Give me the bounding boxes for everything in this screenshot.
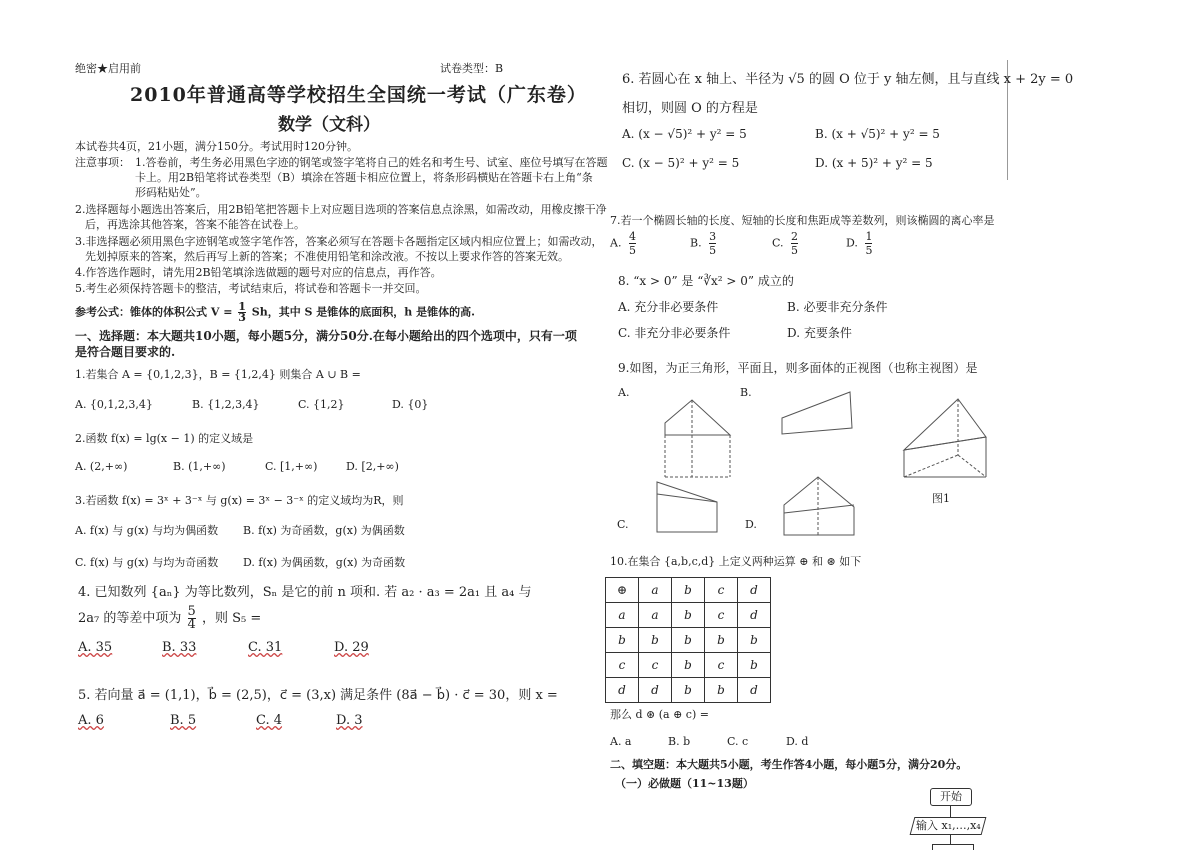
table-cell: b [672,653,705,678]
table-cell: b [606,628,639,653]
q7-a-den: 5 [628,244,636,257]
q4-frac-den: 4 [187,617,196,632]
flow-arrow-2 [950,834,951,844]
table-cell: b [672,678,705,703]
q4-stem-1: 4. 已知数列 {aₙ} 为等比数列，Sₙ 是它的前 n 项和. 若 a₂ · a₃ = 2a₁ 且 a₄ 与 [78,585,532,600]
q1-stem: 1.若集合 A = {0,1,2,3}，B = {1,2,4} 则集合 A ∪ B = [75,368,361,381]
intro-line: 本试卷共4页，21小题，满分150分。考试用时120分钟。 [75,140,358,153]
table-cell: d [606,678,639,703]
flow-input [910,817,987,835]
q1-option-c: C. {1,2} [298,398,345,411]
q10-option-b: B. b [668,735,691,748]
flow-arrow [950,805,951,817]
q10-option-d: D. d [786,735,809,748]
table-cell: b [672,578,705,603]
q9-view-d [782,475,862,540]
page-title: 2010年普通高等学校招生全国统一考试（广东卷） [130,84,587,106]
formula-ref [75,302,475,323]
flow-next-box [932,844,974,850]
q5-option-b: B. 5 [170,713,197,728]
q6-option-c: C. (x − 5)² + y² = 5 [622,156,740,170]
table-cell: b [705,628,738,653]
q8-option-d: D. 充要条件 [787,326,852,340]
q5-option-c: C. 4 [256,713,283,728]
notice-label: 注意事项： [75,156,130,169]
table-cell: d [738,603,771,628]
table-cell: b [738,653,771,678]
table-cell: b [639,628,672,653]
q5-option-a: A. 6 [78,713,104,728]
secret-label: 绝密★启用前 [75,62,141,75]
q4-option-c: C. 31 [248,640,283,655]
notice-3b: 先划掉原来的答案，然后再写上新的答案；不准使用铅笔和涂改液。不按以上要求作答的答案无效。 [85,250,569,263]
q9-option-b-label: B. [740,386,752,399]
table-cell: d [738,678,771,703]
q2-option-b: B. (1,+∞) [173,460,226,473]
q10-option-a: A. a [610,735,632,748]
formula-numerator: 1 [238,300,246,313]
table-cell: a [639,603,672,628]
q3-option-b: B. f(x) 为奇函数，g(x) 为偶函数 [243,524,405,537]
q9-stem: 9.如图，为正三角形，平面且，则多面体的正视图（也称主视图）是 [618,361,978,375]
q8-option-a: A. 充分非必要条件 [618,300,719,314]
table-row [606,603,771,628]
q9-view-b [780,390,860,445]
q10-stem: 10.在集合 {a,b,c,d} 上定义两种运算 ⊕ 和 ⊛ 如下 [610,555,862,568]
table-cell: c [639,653,672,678]
q7-c-num: 2 [791,230,799,243]
q6-option-b: B. (x + √5)² + y² = 5 [815,127,940,141]
q2-stem: 2.函数 f(x) = lg(x − 1) 的定义域是 [75,432,254,445]
table-cell: b [738,628,771,653]
table-cell: d [639,678,672,703]
q4-option-d: D. 29 [334,640,369,655]
q7-option-a [610,230,636,257]
flow-input-label: 输入 x₁,…,x₄ [915,819,981,832]
q4-option-a: A. 35 [78,640,113,655]
q8-option-b: B. 必要非充分条件 [787,300,888,314]
q10-option-c: C. c [727,735,749,748]
q7-d-label: D. [846,236,858,250]
section2-sub: （一）必做题（11~13题） [615,777,754,790]
q6-stem-1: 6. 若圆心在 x 轴上、半径为 √5 的圆 O 位于 y 轴左侧，且与直线 x + 2y = 0 [622,72,1074,87]
q7-a-num: 4 [628,230,636,243]
flow-start: 开始 [930,788,972,806]
q3-stem: 3.若函数 f(x) = 3ˣ + 3⁻ˣ 与 g(x) = 3ˣ − 3⁻ˣ 的定义域均为R，则 [75,494,404,507]
table-row [606,678,771,703]
table-cell: b [672,603,705,628]
table-cell: a [639,578,672,603]
q1-option-a: A. {0,1,2,3,4} [75,398,153,411]
q9-option-d-label: D. [745,518,757,531]
formula-denominator: 3 [238,311,246,324]
q3-option-a: A. f(x) 与 g(x) 与均为偶函数 [75,524,219,537]
table-cell: a [606,603,639,628]
table-cell: ⊕ [606,578,639,603]
q7-b-num: 3 [709,230,717,243]
section1-head-2: 是符合题目要求的. [75,345,176,359]
q9-view-a [660,395,740,485]
q7-a-label: A. [610,236,622,250]
table-cell: c [705,603,738,628]
q2-option-a: A. (2,+∞) [75,460,128,473]
q10-operation-table [605,577,771,703]
table-row [606,628,771,653]
q2-option-d: D. [2,+∞) [346,460,399,473]
section1-head-1: 一、选择题：本大题共10小题，每小题5分，满分50分.在每小题给出的四个选项中，只有一项 [75,329,577,343]
q5-option-d: D. 3 [336,713,363,728]
notice-4: 4.作答选作题时，请先用2B铅笔填涂选做题的题号对应的信息点，再作答。 [75,266,442,279]
q7-c-label: C. [772,236,784,250]
q4-stem-2a: 2a₇ 的等差中项为 [78,611,182,626]
notice-5: 5.考生必须保持答题卡的整洁，考试结束后，将试卷和答题卡一并交回。 [75,282,427,295]
q10-after: 那么 d ⊛ (a ⊕ c) = [610,708,709,721]
table-cell: c [705,653,738,678]
q7-stem: 7.若一个椭圆长轴的长度、短轴的长度和焦距成等差数列，则该椭圆的离心率是 [610,214,995,227]
table-cell: c [606,653,639,678]
table-cell: c [705,578,738,603]
q3-option-d: D. f(x) 为偶函数，g(x) 为奇函数 [243,556,406,569]
q9-option-a-label: A. [618,386,630,399]
notice-2a: 2.选择题每小题选出答案后，用2B铅笔把答题卡上对应题目选项的答案信息点涂黑，如需改动，用橡皮擦干净 [75,203,607,216]
table-row [606,653,771,678]
q7-option-d [846,230,872,257]
q7-c-den: 5 [791,244,799,257]
subject-title: 数学（文科） [278,115,380,135]
q7-option-b [690,230,716,257]
q7-b-label: B. [690,236,702,250]
section2-head: 二、填空题：本大题共5小题，考生作答4小题，每小题5分，满分20分。 [610,758,968,771]
notice-1b: 卡上。用2B铅笔将试卷类型（B）填涂在答题卡相应位置上，将条形码横贴在答题卡右上角“条 [135,171,593,184]
formula-suffix: Sh，其中 S 是锥体的底面积，h 是锥体的高. [251,305,475,319]
notice-1c: 形码粘贴处”。 [135,186,207,199]
q8-option-c: C. 非充分非必要条件 [618,326,731,340]
q7-d-den: 5 [865,244,873,257]
notice-1a: 1.答卷前，考生务必用黑色字迹的钢笔或签字笔将自己的姓名和考生号、试室、座位号填写在答题 [135,156,608,169]
q6-option-d: D. (x + 5)² + y² = 5 [815,156,933,170]
q9-figure-caption: 图1 [932,492,950,505]
q1-option-b: B. {1,2,3,4} [192,398,260,411]
q7-b-den: 5 [709,244,717,257]
notice-3a: 3.非选择题必须用黑色字迹钢笔或签字笔作答，答案必须写在答题卡各题指定区域内相应位置上；如需改动， [75,235,603,248]
q9-view-c [655,480,725,540]
table-cell: d [738,578,771,603]
q6-option-a: A. (x − √5)² + y² = 5 [622,127,747,141]
q4-stem-2b: ，则 S₅ = [201,611,262,626]
q9-figure-1 [900,395,992,485]
q4-stem-2 [78,606,261,631]
q7-d-num: 1 [865,230,873,243]
table-cell: b [672,628,705,653]
paper-type: 试卷类型：B [440,62,504,75]
q7-option-c [772,230,798,257]
formula-prefix: 参考公式：锥体的体积公式 V = [75,305,237,319]
notice-2b: 后，再选涂其他答案，答案不能答在试卷上。 [85,218,305,231]
table-row [606,578,771,603]
q4-frac-num: 5 [187,604,196,619]
q4-option-b: B. 33 [162,640,197,655]
table-cell: b [705,678,738,703]
q1-option-d: D. {0} [392,398,429,411]
q8-stem: 8. “x > 0” 是 “∛x² > 0” 成立的 [618,274,794,288]
q9-option-c-label: C. [617,518,629,531]
q6-stem-2: 相切，则圆 O 的方程是 [622,101,758,116]
q2-option-c: C. [1,+∞) [265,460,318,473]
q5-stem: 5. 若向量 a⃗ = (1,1)，b⃗ = (2,5)，c⃗ = (3,x) 满足条件 (8a⃗ − b⃗) · c⃗ = 30，则 x = [78,688,558,703]
q3-option-c: C. f(x) 与 g(x) 与均为奇函数 [75,556,219,569]
